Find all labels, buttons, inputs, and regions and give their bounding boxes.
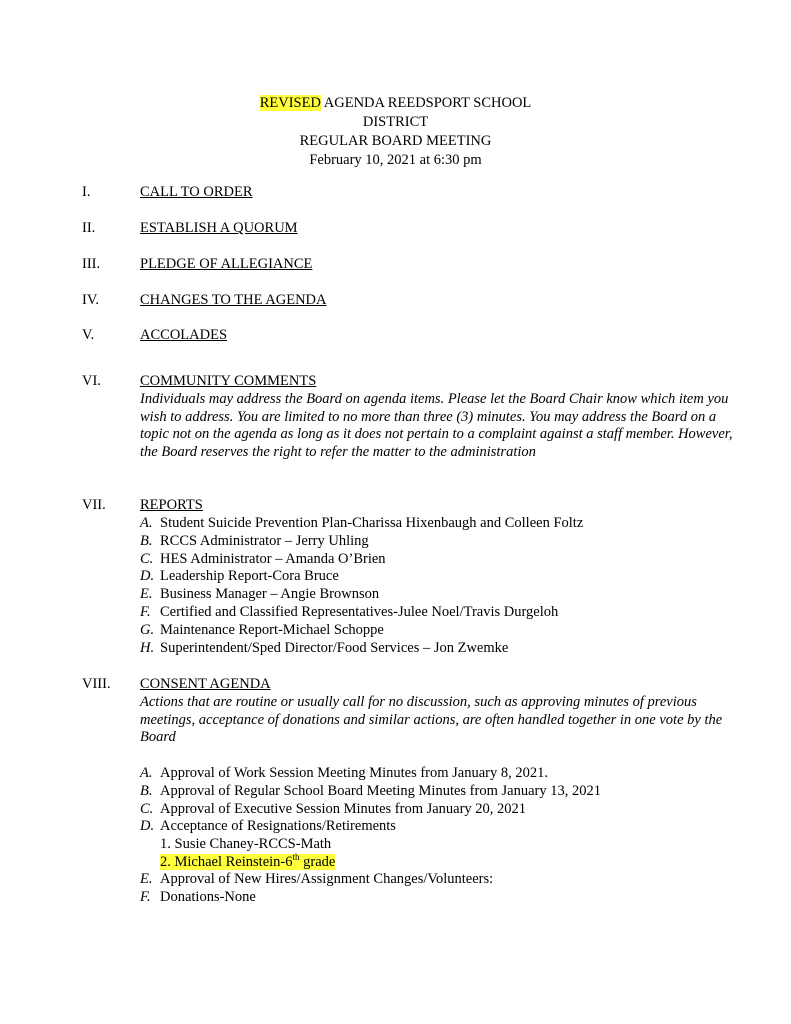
list-item [140, 515, 740, 533]
list-item [140, 818, 740, 836]
resignation-2-highlight [160, 851, 336, 870]
section-number: VIII. [82, 676, 111, 692]
item-letter: A. [140, 515, 153, 531]
item-text: RCCS Administrator – Jerry Uhling [160, 532, 369, 549]
sub-item-resignation-2 [140, 851, 740, 872]
list-item [140, 586, 740, 604]
section-title: CALL TO ORDER [140, 184, 253, 200]
list-item [140, 622, 740, 640]
sub-item-resignation-1: 1. Susie Chaney-RCCS-Math [160, 836, 332, 853]
item-letter: B. [140, 532, 153, 549]
item-letter: H. [140, 639, 155, 656]
item-letter: C. [140, 550, 154, 567]
list-item [140, 604, 740, 622]
section-title: COMMUNITY COMMENTS [140, 373, 317, 389]
item-text: Business Manager – Angie Brownson [160, 586, 380, 603]
list-item [140, 551, 740, 569]
consent-list [140, 765, 740, 907]
item-text: Certified and Classified Representatives-Julee Noel/Travis Durgeloh [160, 603, 559, 620]
list-item [140, 783, 740, 801]
item-text: Maintenance Report-Michael Schoppe [160, 621, 384, 638]
list-item [140, 889, 740, 907]
ordinal-suffix: th [292, 851, 300, 862]
section-title: CONSENT AGENDA [140, 676, 271, 692]
section-description: Individuals may address the Board on agenda items. Please let the Board Chair know which item you wish to address. You are limited to no more than three (3) minutes. You may address the Board on a topic not on the agenda as long as it does not pertain to a complaint against a staff member. However, the Board reserves the right to refer the matter to the administration [140, 391, 733, 460]
item-letter: B. [140, 782, 153, 799]
revised-highlight: REVISED [259, 95, 321, 111]
header-line-1 [0, 94, 791, 113]
section-number: VII. [82, 497, 106, 513]
item-letter: F. [140, 603, 151, 620]
item-letter: A. [140, 765, 153, 781]
section-description: Actions that are routine or usually call for no discussion, such as approving minutes of previous meetings, acceptance of donations and similar actions, are often handled together in one vote by the Board [140, 694, 723, 746]
list-item [140, 568, 740, 586]
resignation-2-grade: grade [299, 853, 336, 870]
item-text: Approval of New Hires/Assignment Changes/Volunteers: [160, 871, 494, 888]
item-text: Superintendent/Sped Director/Food Services – Jon Zwemke [160, 639, 509, 656]
section-title: CHANGES TO THE AGENDA [140, 292, 327, 308]
section-title: PLEDGE OF ALLEGIANCE [140, 256, 313, 272]
header-line-2: DISTRICT [362, 114, 429, 130]
item-text: Donations-None [160, 889, 256, 906]
item-letter: D. [140, 818, 155, 835]
section-title: REPORTS [140, 497, 203, 513]
section-number: I. [82, 184, 91, 200]
item-letter: E. [140, 871, 153, 888]
item-letter: F. [140, 889, 151, 906]
list-item [140, 533, 740, 551]
item-letter: G. [140, 621, 155, 638]
list-item [140, 640, 740, 658]
meeting-date: February 10, 2021 at 6:30 pm [309, 152, 482, 168]
item-letter: D. [140, 568, 155, 585]
section-number: V. [82, 327, 95, 343]
section-number: III. [82, 256, 101, 272]
item-text: Approval of Work Session Meeting Minutes from January 8, 2021. [160, 765, 549, 781]
section-title: ESTABLISH A QUORUM [140, 220, 298, 236]
header-line-3: REGULAR BOARD MEETING [299, 133, 492, 149]
item-letter: E. [140, 586, 153, 603]
item-text: Student Suicide Prevention Plan-Charissa Hixenbaugh and Colleen Foltz [160, 515, 584, 531]
header-line-1-text: AGENDA REEDSPORT SCHOOL [320, 95, 532, 111]
item-text: Approval of Executive Session Minutes from January 20, 2021 [160, 800, 527, 817]
reports-list [140, 515, 740, 657]
section-number: VI. [82, 373, 101, 389]
item-text: HES Administrator – Amanda O’Brien [160, 550, 386, 567]
section-title: ACCOLADES [140, 327, 228, 343]
list-item [140, 801, 740, 819]
item-letter: C. [140, 800, 154, 817]
list-item [140, 871, 740, 889]
item-text: Leadership Report-Cora Bruce [160, 568, 339, 585]
section-number: IV. [82, 292, 100, 308]
list-item [140, 765, 740, 783]
resignation-2-text: 2. Michael Reinstein-6 [160, 853, 293, 870]
agenda-header [0, 94, 791, 170]
section-number: II. [82, 220, 96, 236]
item-text: Approval of Regular School Board Meeting Minutes from January 13, 2021 [160, 782, 601, 799]
item-text: Acceptance of Resignations/Retirements [160, 818, 396, 835]
